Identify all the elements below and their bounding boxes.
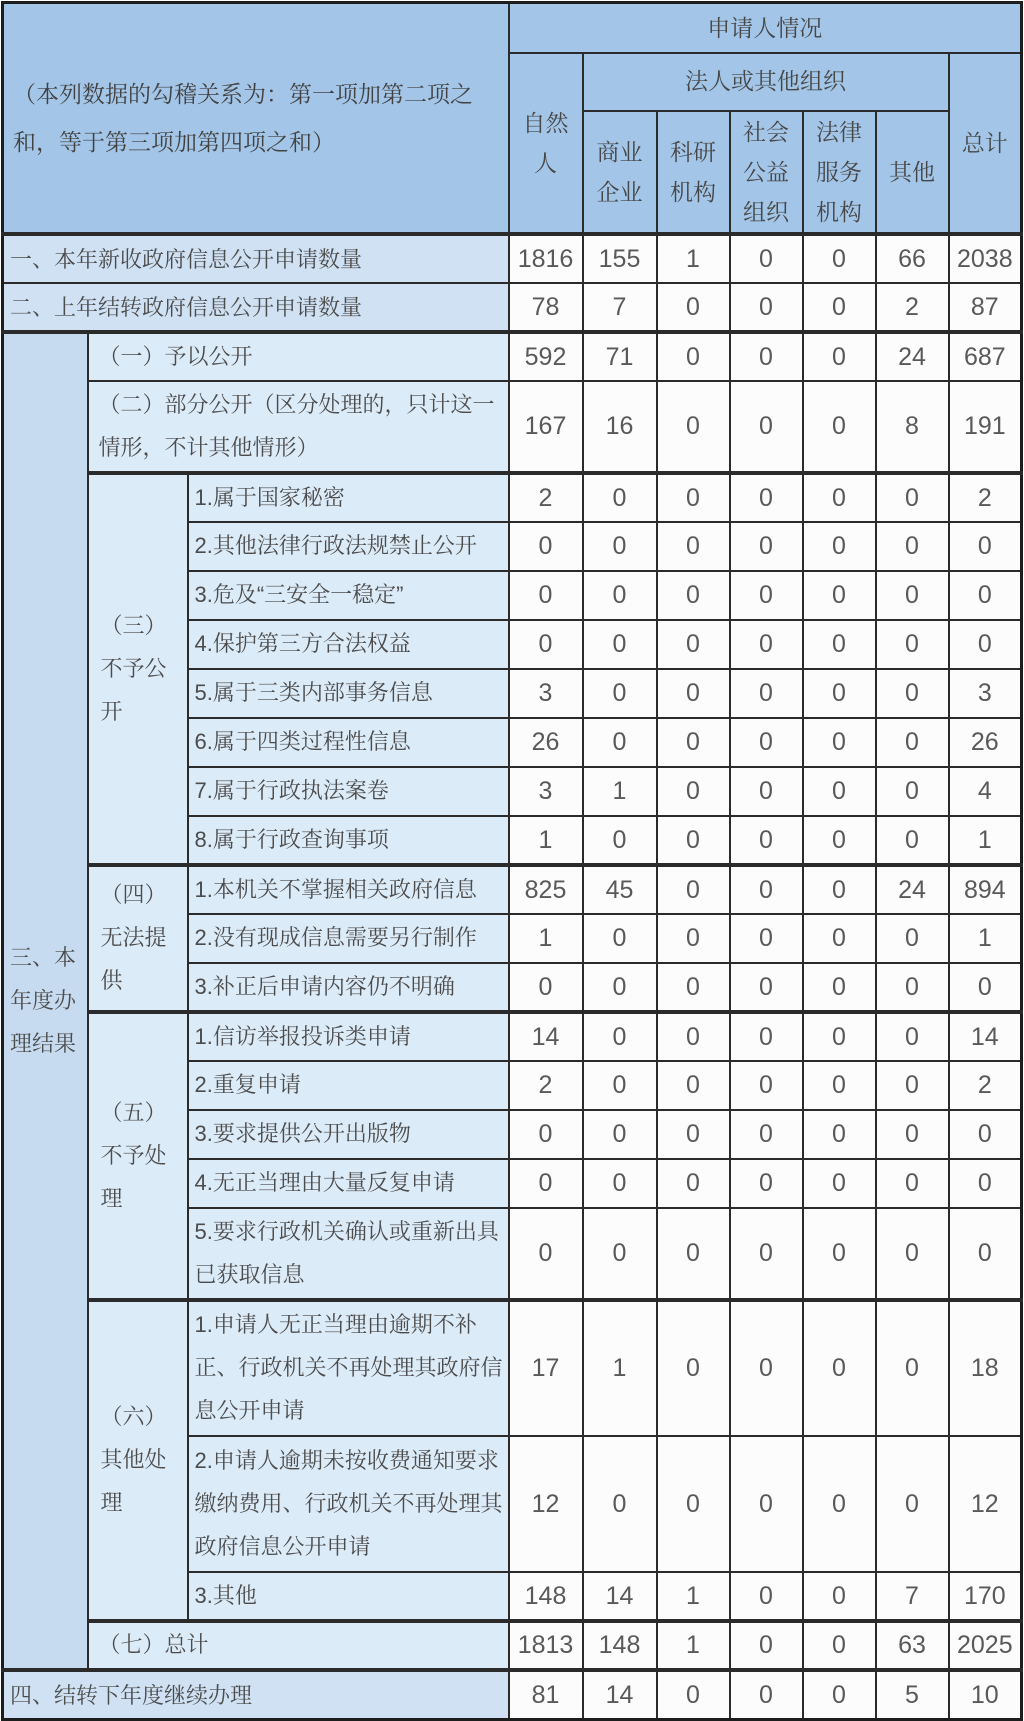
value-cell: 0 [876, 1012, 949, 1061]
value-cell: 0 [730, 718, 803, 767]
value-cell: 18 [949, 1300, 1022, 1436]
value-cell: 0 [657, 1110, 730, 1159]
value-cell: 0 [657, 1159, 730, 1208]
header-natural-person: 自然人 [509, 53, 583, 235]
value-cell: 14 [509, 1012, 583, 1061]
value-cell: 1816 [509, 234, 583, 283]
value-cell: 5 [876, 1670, 949, 1719]
value-cell: 10 [949, 1670, 1022, 1719]
value-cell: 0 [803, 914, 876, 963]
value-cell: 0 [876, 914, 949, 963]
item-label: 4.保护第三方合法权益 [188, 620, 509, 669]
value-cell: 0 [657, 865, 730, 914]
item-label: 5.要求行政机关确认或重新出具已获取信息 [188, 1208, 509, 1300]
value-cell: 0 [949, 1110, 1022, 1159]
value-cell: 0 [583, 669, 657, 718]
header-legal-service: 法律服务机构 [803, 111, 876, 235]
header-business: 商业企业 [583, 111, 657, 235]
item-label: 2.申请人逾期未按收费通知要求缴纳费用、行政机关不再处理其政府信息公开申请 [188, 1436, 509, 1572]
value-cell: 0 [583, 1110, 657, 1159]
value-cell: 0 [730, 669, 803, 718]
value-cell: 0 [803, 1436, 876, 1572]
table-row [3, 1670, 1022, 1719]
value-cell: 0 [803, 1012, 876, 1061]
value-cell: 687 [949, 332, 1022, 381]
value-cell: 0 [803, 283, 876, 332]
value-cell: 14 [583, 1572, 657, 1621]
group-label: （二）部分公开（区分处理的，只计这一情形，不计其他情形） [88, 381, 509, 473]
value-cell: 592 [509, 332, 583, 381]
value-cell: 0 [730, 865, 803, 914]
value-cell: 12 [949, 1436, 1022, 1572]
value-cell: 0 [583, 473, 657, 522]
value-cell: 3 [509, 669, 583, 718]
value-cell: 0 [803, 816, 876, 865]
value-cell: 0 [657, 1436, 730, 1572]
value-cell: 0 [803, 620, 876, 669]
value-cell: 3 [949, 669, 1022, 718]
value-cell: 0 [730, 571, 803, 620]
value-cell: 45 [583, 865, 657, 914]
item-label: 6.属于四类过程性信息 [188, 718, 509, 767]
group-label: （四）无法提供 [88, 865, 188, 1012]
value-cell: 14 [949, 1012, 1022, 1061]
table-row [3, 381, 1022, 473]
header-social: 社会公益组织 [730, 111, 803, 235]
item-label: 1.信访举报投诉类申请 [188, 1012, 509, 1061]
value-cell: 0 [730, 963, 803, 1012]
value-cell: 0 [876, 1110, 949, 1159]
value-cell: 0 [657, 669, 730, 718]
value-cell: 170 [949, 1572, 1022, 1621]
value-cell: 0 [657, 816, 730, 865]
value-cell: 71 [583, 332, 657, 381]
value-cell: 0 [657, 283, 730, 332]
value-cell: 0 [583, 1061, 657, 1110]
value-cell: 0 [583, 718, 657, 767]
value-cell: 12 [509, 1436, 583, 1572]
value-cell: 0 [583, 620, 657, 669]
value-cell: 1 [657, 234, 730, 283]
value-cell: 2 [509, 473, 583, 522]
value-cell: 0 [657, 620, 730, 669]
value-cell: 0 [730, 1208, 803, 1300]
item-label: 3.要求提供公开出版物 [188, 1110, 509, 1159]
value-cell: 191 [949, 381, 1022, 473]
value-cell: 0 [657, 1061, 730, 1110]
value-cell: 0 [730, 767, 803, 816]
value-cell: 0 [509, 1208, 583, 1300]
value-cell: 1 [949, 816, 1022, 865]
value-cell: 16 [583, 381, 657, 473]
value-cell: 0 [876, 1159, 949, 1208]
value-cell: 7 [876, 1572, 949, 1621]
value-cell: 0 [803, 1670, 876, 1719]
value-cell: 0 [803, 1110, 876, 1159]
value-cell: 0 [949, 1208, 1022, 1300]
value-cell: 0 [583, 963, 657, 1012]
header-row-1 [3, 3, 1022, 53]
value-cell: 0 [509, 1110, 583, 1159]
value-cell: 0 [730, 473, 803, 522]
value-cell: 155 [583, 234, 657, 283]
item-label: 1.属于国家秘密 [188, 473, 509, 522]
value-cell: 0 [657, 332, 730, 381]
value-cell: 0 [803, 767, 876, 816]
table-row [3, 865, 1022, 914]
table-row [3, 1621, 1022, 1670]
item-label: 2.重复申请 [188, 1061, 509, 1110]
value-cell: 0 [730, 914, 803, 963]
value-cell: 0 [876, 1208, 949, 1300]
value-cell: 0 [509, 571, 583, 620]
group-label: （六）其他处理 [88, 1300, 188, 1621]
item-label: 3.危及“三安全一稳定” [188, 571, 509, 620]
value-cell: 0 [949, 571, 1022, 620]
item-label: 3.其他 [188, 1572, 509, 1621]
value-cell: 0 [509, 522, 583, 571]
value-cell: 0 [803, 473, 876, 522]
item-label: 4.无正当理由大量反复申请 [188, 1159, 509, 1208]
value-cell: 0 [876, 669, 949, 718]
value-cell: 2 [949, 1061, 1022, 1110]
value-cell: 0 [583, 571, 657, 620]
value-cell: 0 [730, 1012, 803, 1061]
value-cell: 0 [730, 1061, 803, 1110]
value-cell: 148 [509, 1572, 583, 1621]
value-cell: 0 [730, 1159, 803, 1208]
value-cell: 0 [583, 522, 657, 571]
value-cell: 0 [730, 620, 803, 669]
value-cell: 0 [730, 332, 803, 381]
header-applicant-situation: 申请人情况 [509, 3, 1022, 53]
corner-note: （本列数据的勾稽关系为：第一项加第二项之和，等于第三项加第四项之和） [3, 3, 509, 235]
value-cell: 0 [876, 767, 949, 816]
value-cell: 3 [509, 767, 583, 816]
value-cell: 0 [730, 1110, 803, 1159]
value-cell: 66 [876, 234, 949, 283]
value-cell: 7 [583, 283, 657, 332]
value-cell: 8 [876, 381, 949, 473]
value-cell: 0 [509, 1159, 583, 1208]
value-cell: 0 [657, 914, 730, 963]
value-cell: 0 [730, 234, 803, 283]
group-label: （一）予以公开 [88, 332, 509, 381]
value-cell: 0 [657, 718, 730, 767]
value-cell: 0 [730, 1670, 803, 1719]
value-cell: 2038 [949, 234, 1022, 283]
value-cell: 0 [876, 620, 949, 669]
value-cell: 0 [803, 1061, 876, 1110]
value-cell: 0 [803, 669, 876, 718]
value-cell: 167 [509, 381, 583, 473]
value-cell: 0 [949, 1159, 1022, 1208]
row-label: 四、结转下年度继续办理 [3, 1670, 509, 1719]
value-cell: 825 [509, 865, 583, 914]
value-cell: 0 [583, 1208, 657, 1300]
value-cell: 0 [583, 816, 657, 865]
value-cell: 0 [730, 1436, 803, 1572]
value-cell: 0 [583, 914, 657, 963]
value-cell: 0 [657, 571, 730, 620]
value-cell: 0 [803, 718, 876, 767]
value-cell: 63 [876, 1621, 949, 1670]
section-label: 三、本年度办理结果 [3, 332, 88, 1670]
value-cell: 0 [583, 1012, 657, 1061]
group-label: （五）不予处理 [88, 1012, 188, 1300]
item-label: 5.属于三类内部事务信息 [188, 669, 509, 718]
value-cell: 0 [876, 1436, 949, 1572]
value-cell: 0 [583, 1436, 657, 1572]
value-cell: 1 [657, 1621, 730, 1670]
row-label: 一、本年新收政府信息公开申请数量 [3, 234, 509, 283]
table-row [3, 283, 1022, 332]
value-cell: 0 [876, 571, 949, 620]
value-cell: 2 [949, 473, 1022, 522]
value-cell: 2025 [949, 1621, 1022, 1670]
value-cell: 1813 [509, 1621, 583, 1670]
value-cell: 0 [730, 816, 803, 865]
value-cell: 1 [509, 816, 583, 865]
value-cell: 0 [949, 963, 1022, 1012]
value-cell: 0 [657, 963, 730, 1012]
item-label: 2.没有现成信息需要另行制作 [188, 914, 509, 963]
value-cell: 148 [583, 1621, 657, 1670]
table-row [3, 1300, 1022, 1436]
value-cell: 0 [583, 1159, 657, 1208]
row-label: 二、上年结转政府信息公开申请数量 [3, 283, 509, 332]
value-cell: 0 [803, 571, 876, 620]
value-cell: 0 [876, 718, 949, 767]
value-cell: 1 [509, 914, 583, 963]
value-cell: 0 [657, 1300, 730, 1436]
value-cell: 0 [803, 1300, 876, 1436]
item-label: 2.其他法律行政法规禁止公开 [188, 522, 509, 571]
value-cell: 0 [730, 1300, 803, 1436]
value-cell: 26 [949, 718, 1022, 767]
value-cell: 81 [509, 1670, 583, 1719]
value-cell: 0 [803, 1572, 876, 1621]
value-cell: 4 [949, 767, 1022, 816]
value-cell: 1 [949, 914, 1022, 963]
value-cell: 0 [876, 1061, 949, 1110]
value-cell: 1 [657, 1572, 730, 1621]
value-cell: 0 [876, 816, 949, 865]
value-cell: 0 [657, 767, 730, 816]
value-cell: 1 [583, 1300, 657, 1436]
value-cell: 0 [876, 963, 949, 1012]
value-cell: 0 [730, 283, 803, 332]
value-cell: 0 [730, 1572, 803, 1621]
value-cell: 87 [949, 283, 1022, 332]
disclosure-statistics-table [1, 1, 1023, 1721]
value-cell: 0 [730, 522, 803, 571]
table-row [3, 1012, 1022, 1061]
value-cell: 78 [509, 283, 583, 332]
table-row [3, 473, 1022, 522]
value-cell: 0 [657, 1208, 730, 1300]
value-cell: 0 [657, 1012, 730, 1061]
value-cell: 0 [803, 522, 876, 571]
item-label: 8.属于行政查询事项 [188, 816, 509, 865]
header-research: 科研机构 [657, 111, 730, 235]
value-cell: 26 [509, 718, 583, 767]
header-legal-org: 法人或其他组织 [583, 53, 949, 111]
value-cell: 2 [509, 1061, 583, 1110]
value-cell: 0 [803, 1208, 876, 1300]
group-label: （七）总计 [88, 1621, 509, 1670]
value-cell: 17 [509, 1300, 583, 1436]
item-label: 1.本机关不掌握相关政府信息 [188, 865, 509, 914]
value-cell: 24 [876, 332, 949, 381]
value-cell: 0 [803, 1621, 876, 1670]
value-cell: 894 [949, 865, 1022, 914]
item-label: 3.补正后申请内容仍不明确 [188, 963, 509, 1012]
value-cell: 0 [730, 381, 803, 473]
value-cell: 0 [509, 620, 583, 669]
value-cell: 0 [803, 865, 876, 914]
value-cell: 0 [803, 332, 876, 381]
group-label: （三）不予公开 [88, 473, 188, 865]
value-cell: 14 [583, 1670, 657, 1719]
table-row [3, 234, 1022, 283]
value-cell: 0 [876, 522, 949, 571]
item-label: 1.申请人无正当理由逾期不补正、行政机关不再处理其政府信息公开申请 [188, 1300, 509, 1436]
header-total: 总计 [949, 53, 1022, 235]
value-cell: 0 [657, 381, 730, 473]
value-cell: 0 [657, 473, 730, 522]
table-row [3, 332, 1022, 381]
header-other: 其他 [876, 111, 949, 235]
value-cell: 0 [876, 473, 949, 522]
value-cell: 0 [509, 963, 583, 1012]
value-cell: 0 [657, 1670, 730, 1719]
value-cell: 0 [876, 1300, 949, 1436]
value-cell: 24 [876, 865, 949, 914]
value-cell: 0 [657, 522, 730, 571]
value-cell: 1 [583, 767, 657, 816]
value-cell: 2 [876, 283, 949, 332]
value-cell: 0 [803, 963, 876, 1012]
value-cell: 0 [949, 620, 1022, 669]
value-cell: 0 [803, 1159, 876, 1208]
value-cell: 0 [949, 522, 1022, 571]
item-label: 7.属于行政执法案卷 [188, 767, 509, 816]
value-cell: 0 [803, 234, 876, 283]
value-cell: 0 [730, 1621, 803, 1670]
value-cell: 0 [803, 381, 876, 473]
